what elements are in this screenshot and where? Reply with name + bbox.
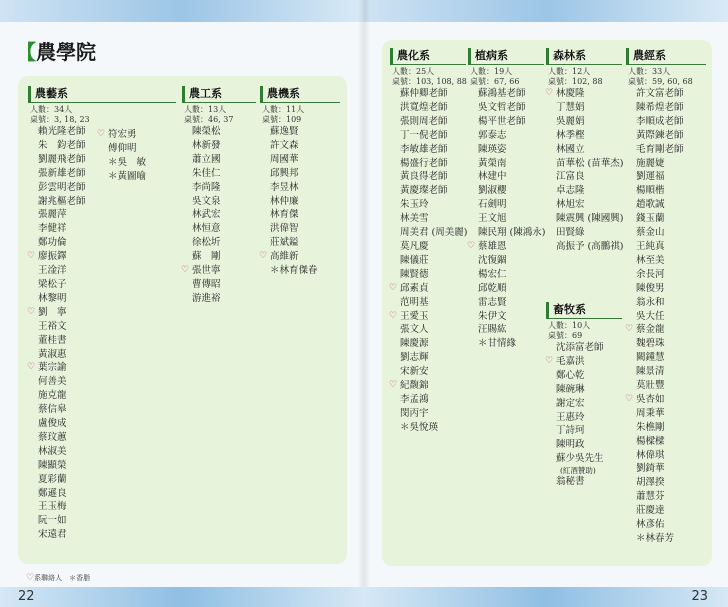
member-item: 余長河 bbox=[636, 268, 665, 280]
member-item: 阮一如 bbox=[38, 515, 67, 527]
member-item: 吳大任 bbox=[636, 310, 665, 322]
member-item: 田賢綠 bbox=[556, 227, 585, 239]
member-item-contact: ♡ 劉 寧 bbox=[28, 306, 176, 320]
member-item: 李尚隆 bbox=[192, 181, 221, 193]
member-item: 謝兆樞老師 bbox=[38, 195, 86, 207]
right-page bbox=[364, 0, 728, 607]
member-item: ＊吳悅瑛 bbox=[400, 421, 439, 433]
member-item: 翁秘書 bbox=[556, 476, 585, 488]
member-list bbox=[182, 125, 256, 306]
dept-count: 人數：11人 bbox=[262, 105, 305, 114]
member-item-contact: ♡ 葉宗諭 bbox=[28, 361, 176, 375]
member-item: 游進裕 bbox=[192, 292, 221, 304]
dept-tables: 桌號：69 bbox=[548, 331, 583, 340]
dept-tables: 桌號：59, 60, 68 bbox=[628, 77, 693, 86]
member-item: 高振予 (高鵬祺) bbox=[556, 240, 624, 252]
member-item: 楊平世老師 bbox=[478, 115, 526, 127]
member-item: 朱樵剛 bbox=[636, 421, 665, 433]
member-item: 林仲廉 bbox=[270, 195, 299, 207]
member-item: ＊甘情緣 bbox=[478, 338, 517, 350]
member-item: 洪偉智 bbox=[270, 223, 299, 235]
dept-name: 畜牧系 bbox=[546, 302, 622, 319]
member-item: 吳文哲老師 bbox=[478, 101, 526, 113]
member-list bbox=[98, 128, 178, 184]
dept-name: 農化系 bbox=[390, 48, 466, 65]
top-band bbox=[0, 0, 364, 22]
member-item: 何善美 bbox=[38, 376, 67, 388]
member-item: 楊順楷 bbox=[636, 185, 665, 197]
member-item: 施麗婕 bbox=[636, 157, 665, 169]
member-list bbox=[260, 125, 340, 278]
member-item: 雷志賢 bbox=[478, 296, 507, 308]
dept-count: 人數：19人 bbox=[470, 67, 513, 76]
bottom-band bbox=[364, 587, 728, 607]
member-item: 莊斌鎰 bbox=[270, 237, 299, 249]
member-item: 邱乾順 bbox=[478, 282, 507, 294]
member-item: 胡澤揆 bbox=[636, 477, 665, 489]
dept-count: 人數：12人 bbox=[548, 67, 591, 76]
member-item: 宋新安 bbox=[400, 366, 429, 378]
page-number-left: 22 bbox=[18, 589, 35, 604]
dept-tables: 桌號：67, 66 bbox=[470, 77, 520, 86]
member-item: 鄭遜良 bbox=[38, 487, 67, 499]
member-item: 蕭慧芬 bbox=[636, 491, 665, 503]
member-item: 閔丙宇 bbox=[400, 407, 429, 419]
member-item: 蘇少吳先生 bbox=[556, 453, 604, 465]
member-item: 李昱林 bbox=[270, 181, 299, 193]
member-item: 夏彩蘭 bbox=[38, 473, 67, 485]
member-item: 莫凡慶 bbox=[400, 240, 429, 252]
member-item-contact: ♡ 符宏勇 bbox=[98, 128, 178, 142]
member-item: ＊林春芳 bbox=[636, 533, 675, 544]
member-item: 卓志隆 bbox=[556, 185, 585, 197]
member-item-contact: ♡ 吳杏如 bbox=[626, 393, 706, 407]
member-list bbox=[468, 87, 544, 351]
member-item: 丁詩珂 bbox=[556, 425, 585, 437]
member-item: 莫壯豐 bbox=[636, 380, 665, 392]
member-item: 陳震興 (陳國興) bbox=[556, 213, 624, 225]
member-item: 林新發 bbox=[192, 139, 221, 151]
dept-card-forestry bbox=[546, 48, 622, 254]
dept-count: 人數：25人 bbox=[392, 67, 435, 76]
member-item-contact: ♡ 蔡雄恩 bbox=[468, 240, 544, 254]
member-item: 蘇鴻基老師 bbox=[478, 88, 526, 99]
dept-count: 人數：10人 bbox=[548, 321, 591, 330]
member-item: 錢玉蘭 bbox=[636, 213, 665, 225]
member-item: 王純真 bbox=[636, 240, 665, 252]
member-item: 趙歌誠 bbox=[636, 199, 665, 211]
member-item-contact: ♡ 高維新 bbox=[260, 250, 340, 264]
member-item: 范明基 bbox=[400, 296, 429, 308]
member-item: 林國立 bbox=[556, 143, 585, 155]
dept-name: 農藝系 bbox=[28, 86, 176, 103]
heart-icon: ♡ bbox=[26, 573, 35, 583]
member-item: 王惠玲 bbox=[556, 411, 585, 423]
member-item: 王淦洋 bbox=[38, 265, 67, 277]
gutter-shadow bbox=[364, 0, 370, 607]
member-item: 陳俊男 bbox=[636, 282, 665, 294]
dept-card-agri-machinery bbox=[260, 86, 340, 278]
member-item: 徐松圻 bbox=[192, 237, 221, 249]
member-item: 翁永和 bbox=[636, 296, 665, 308]
member-item: 陳慶源 bbox=[400, 338, 429, 350]
dept-count: 人數：13人 bbox=[184, 105, 227, 114]
member-item: 張則周老師 bbox=[400, 115, 448, 127]
member-item: 朱玉玲 bbox=[400, 199, 429, 211]
member-item: 林美雪 bbox=[400, 213, 429, 225]
member-item: 張麗萍 bbox=[38, 209, 67, 221]
dept-card-animal-sci bbox=[546, 302, 622, 489]
member-item: 林偉琪 bbox=[636, 449, 665, 461]
dept-name: 農工系 bbox=[182, 86, 256, 103]
member-item: 劉錡華 bbox=[636, 463, 665, 475]
member-item: 林育傑 bbox=[270, 209, 299, 221]
dept-name: 森林系 bbox=[546, 48, 622, 65]
member-item: 劉運福 bbox=[636, 171, 665, 183]
dept-count: 人數：34人 bbox=[30, 105, 73, 114]
member-item: 林彥佑 bbox=[636, 519, 665, 531]
dept-card-plant-path bbox=[468, 48, 544, 351]
member-item: 沈添富老師 bbox=[556, 342, 604, 353]
member-list bbox=[626, 87, 706, 546]
member-item: 丁一倪老師 bbox=[400, 129, 448, 141]
member-item-contact: ♡ 毛嘉洪 bbox=[546, 355, 622, 369]
member-item: 周國華 bbox=[270, 153, 299, 165]
member-item: 楊宏仁 bbox=[478, 268, 507, 280]
member-item: 邱興邦 bbox=[270, 167, 299, 179]
member-item-contact: ♡ 張世寧 bbox=[182, 264, 256, 278]
member-item: 黃榮南 bbox=[478, 157, 507, 169]
member-item: ＊吳 敏 bbox=[108, 156, 147, 168]
member-item-contact: ♡ 紀馥錦 bbox=[390, 379, 466, 393]
member-item: 蔡信皋 bbox=[38, 404, 67, 416]
member-item: 林恒意 bbox=[192, 223, 221, 235]
member-item: 陳顯榮 bbox=[38, 459, 67, 471]
member-item: 苗華松 (苗華杰) bbox=[556, 157, 624, 169]
member-item: 朱佳仁 bbox=[192, 167, 221, 179]
member-item: 傅仰明 bbox=[108, 142, 137, 154]
member-item: 魏碧珠 bbox=[636, 338, 665, 350]
member-item: 周秉華 bbox=[636, 407, 665, 419]
member-item: 黃淑惠 bbox=[38, 348, 67, 360]
member-item: 江富良 bbox=[556, 171, 585, 183]
member-item: 闕鍾慧 bbox=[636, 352, 665, 364]
member-item: 丁慧娟 bbox=[556, 101, 585, 113]
member-item: 王文旭 bbox=[478, 213, 507, 225]
dept-name: 植病系 bbox=[468, 48, 544, 65]
member-item: 蘇仲卿老師 bbox=[400, 88, 448, 99]
dept-card-agri-econ bbox=[626, 48, 706, 546]
member-item: 吳文泉 bbox=[192, 195, 221, 207]
bottom-band bbox=[0, 587, 364, 607]
member-item: 沈復錮 bbox=[478, 254, 507, 266]
member-list bbox=[546, 341, 622, 489]
dept-card-agri-chem bbox=[390, 48, 466, 435]
member-item: 謝定宏 bbox=[556, 397, 585, 409]
member-item: 毛育剛老師 bbox=[636, 143, 684, 155]
member-item: 林武宏 bbox=[192, 209, 221, 221]
member-item: 蔡金山 bbox=[636, 227, 665, 239]
member-item: 梁松子 bbox=[38, 278, 67, 290]
dept-tables: 桌號：102, 88 bbox=[548, 77, 603, 86]
member-item: 朱 鈞老師 bbox=[38, 139, 86, 151]
member-item: 賴光隆老師 bbox=[38, 126, 86, 137]
member-item: 陳瑛姿 bbox=[478, 143, 507, 155]
member-item-contact: ♡ 邱素貞 bbox=[390, 282, 466, 296]
member-item: 周美君 (周美麗) bbox=[400, 227, 468, 239]
member-item: 張新雄老師 bbox=[38, 167, 86, 179]
member-item: 李順成老師 bbox=[636, 115, 684, 127]
member-item: 劉志輝 bbox=[400, 352, 429, 364]
member-item-contact: ♡ 廖振鐸 bbox=[28, 250, 176, 264]
member-item: 林至美 bbox=[636, 254, 665, 266]
member-item: 蔡玟蕙 bbox=[38, 431, 67, 443]
member-item: 李孟鴻 bbox=[400, 393, 429, 405]
page-title: 【農學院 bbox=[16, 40, 96, 64]
member-item: 王裕文 bbox=[38, 320, 67, 332]
member-item: 汪賜紘 bbox=[478, 324, 507, 336]
member-item: 鄭功倫 bbox=[38, 237, 67, 249]
member-list bbox=[28, 125, 176, 542]
member-item: 黃際鍊老師 bbox=[636, 129, 684, 141]
member-item: 許文富老師 bbox=[636, 88, 684, 99]
member-item: (紅酒贊助) bbox=[560, 466, 596, 476]
member-item: 施克龍 bbox=[38, 390, 67, 402]
member-item: 洪寬煌老師 bbox=[400, 101, 448, 113]
member-item: 陳儀莊 bbox=[400, 254, 429, 266]
member-item: 林旭宏 bbox=[556, 199, 585, 211]
member-item: 許文森 bbox=[270, 139, 299, 151]
member-item: 林淑美 bbox=[38, 445, 67, 457]
dept-name: 農經系 bbox=[626, 48, 706, 65]
member-item: ＊林育傑眷 bbox=[270, 265, 318, 277]
member-item-contact: ♡ 林慶隆 bbox=[546, 87, 622, 101]
member-item: 楊盛行老師 bbox=[400, 157, 448, 169]
dept-tables: 桌號：103, 108, 88 bbox=[392, 77, 467, 86]
member-item: 朱伊文 bbox=[478, 310, 507, 322]
member-item: 蘇 剛 bbox=[192, 251, 221, 263]
dept-count: 人數：33人 bbox=[628, 67, 671, 76]
member-item: 王玉梅 bbox=[38, 501, 67, 513]
member-item: 郭泰志 bbox=[478, 129, 507, 141]
top-band bbox=[364, 0, 728, 22]
member-item-contact: ♡ 蔡金龍 bbox=[626, 323, 706, 337]
dept-name: 農機系 bbox=[260, 86, 340, 103]
member-item: 宋遠君 bbox=[38, 529, 67, 541]
page-number-right: 23 bbox=[691, 589, 708, 604]
member-list bbox=[546, 87, 622, 254]
member-item: 劉淑櫻 bbox=[478, 185, 507, 197]
member-item: 曹傳昭 bbox=[192, 278, 221, 290]
member-item: 李敏雄老師 bbox=[400, 143, 448, 155]
member-item: 陳民翔 (陳鴻永) bbox=[478, 227, 546, 239]
member-item: 楊樑樑 bbox=[636, 435, 665, 447]
member-item: ＊黃圖喻 bbox=[108, 170, 147, 182]
member-item: 張文人 bbox=[400, 324, 429, 336]
dept-tables: 桌號：46, 37 bbox=[184, 115, 234, 124]
member-item: 劉麗飛老師 bbox=[38, 153, 86, 165]
member-item: 陳榮松 bbox=[192, 126, 221, 137]
member-item: 陳明政 bbox=[556, 439, 585, 451]
dept-tables: 桌號：3, 18, 23 bbox=[30, 115, 90, 124]
dept-tables: 桌號：109 bbox=[262, 115, 302, 124]
legend: ♡系聯絡人 ＊香脂 bbox=[26, 573, 91, 583]
dept-card-agronomy-col2 bbox=[98, 128, 178, 184]
dept-card-agri-eng bbox=[182, 86, 256, 306]
member-item: 陳碗琳 bbox=[556, 383, 585, 395]
member-item-contact: ♡ 王愛玉 bbox=[390, 310, 466, 324]
member-item: 黃慶璨老師 bbox=[400, 185, 448, 197]
member-item: 盧俊成 bbox=[38, 418, 67, 430]
member-item: 石劍明 bbox=[478, 199, 507, 211]
member-item: 蘇逸賢 bbox=[270, 126, 299, 137]
member-item: 蕭立國 bbox=[192, 153, 221, 165]
member-item: 莊慶達 bbox=[636, 505, 665, 517]
member-item: 陳希煌老師 bbox=[636, 101, 684, 113]
member-list bbox=[390, 87, 466, 435]
member-item: 李健祥 bbox=[38, 223, 67, 235]
member-item: 鄭心乾 bbox=[556, 369, 585, 381]
member-item: 林黎明 bbox=[38, 292, 67, 304]
member-item: 吳麗娟 bbox=[556, 115, 585, 127]
member-item: 董桂書 bbox=[38, 334, 67, 346]
member-item: 黃良得老師 bbox=[400, 171, 448, 183]
member-item: 彭雲明老師 bbox=[38, 181, 86, 193]
member-item: 陳景清 bbox=[636, 366, 665, 378]
member-item: 陳賢德 bbox=[400, 268, 429, 280]
member-item: 林建中 bbox=[478, 171, 507, 183]
member-item: 林季樫 bbox=[556, 129, 585, 141]
